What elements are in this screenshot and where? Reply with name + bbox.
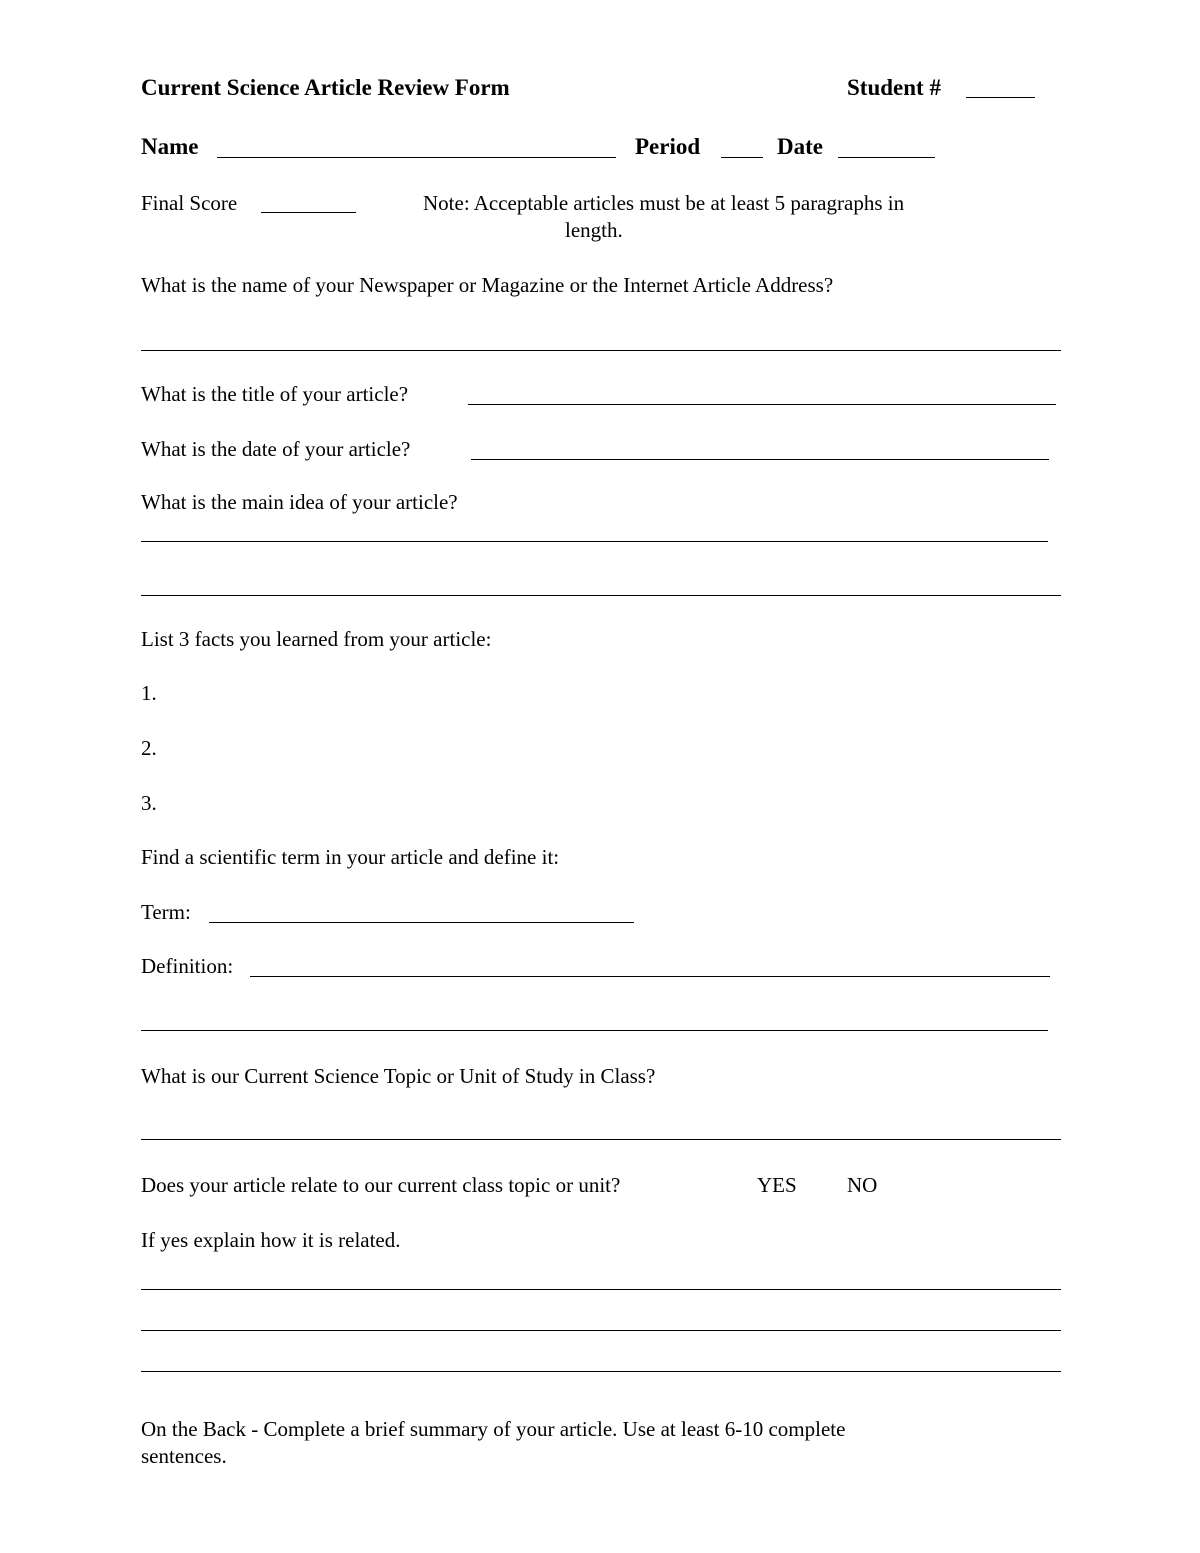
date-answer-line[interactable]: [471, 459, 1049, 460]
period-field[interactable]: [721, 157, 763, 158]
topic-question: What is our Current Science Topic or Unit of Study in Class?: [141, 1064, 656, 1088]
source-question: What is the name of your Newspaper or Magazine or the Internet Article Address?: [141, 273, 834, 297]
back-instruction-line-2: sentences.: [141, 1444, 227, 1468]
explain-line-2[interactable]: [141, 1330, 1061, 1331]
main-idea-line-2[interactable]: [141, 595, 1061, 596]
term-prompt: Find a scientific term in your article and define it:: [141, 845, 560, 869]
note-line-1: Note: Acceptable articles must be at least 5 paragraphs in: [423, 191, 905, 215]
no-option[interactable]: NO: [847, 1173, 878, 1197]
final-score-field[interactable]: [261, 212, 356, 213]
date-field[interactable]: [838, 157, 935, 158]
main-idea-line-1[interactable]: [141, 541, 1048, 542]
fact-number-2: 2.: [141, 736, 157, 760]
date-question: What is the date of your article?: [141, 437, 411, 461]
title-question: What is the title of your article?: [141, 382, 409, 406]
fact-number-1: 1.: [141, 681, 157, 705]
definition-line-2[interactable]: [141, 1030, 1048, 1031]
explain-line-1[interactable]: [141, 1289, 1061, 1290]
fact-number-3: 3.: [141, 791, 157, 815]
date-label: Date: [777, 134, 823, 159]
definition-label: Definition:: [141, 954, 234, 978]
period-label: Period: [635, 134, 701, 159]
term-answer-line[interactable]: [209, 922, 634, 923]
name-field[interactable]: [217, 157, 616, 158]
relate-question: Does your article relate to our current class topic or unit?: [141, 1173, 621, 1197]
student-number-label: Student #: [847, 75, 941, 100]
note-line-2: length.: [565, 218, 623, 242]
facts-question: List 3 facts you learned from your article:: [141, 627, 492, 651]
back-instruction-line-1: On the Back - Complete a brief summary of your article. Use at least 6-10 complete: [141, 1417, 846, 1441]
yes-option[interactable]: YES: [757, 1173, 797, 1197]
topic-answer-line[interactable]: [141, 1139, 1061, 1140]
main-idea-question: What is the main idea of your article?: [141, 490, 458, 514]
title-answer-line[interactable]: [468, 404, 1056, 405]
form-title: Current Science Article Review Form: [141, 75, 510, 100]
name-label: Name: [141, 134, 199, 159]
source-answer-line[interactable]: [141, 350, 1061, 351]
final-score-label: Final Score: [141, 191, 238, 215]
explain-prompt: If yes explain how it is related.: [141, 1228, 401, 1252]
student-number-field[interactable]: [966, 97, 1035, 98]
term-label: Term:: [141, 900, 191, 924]
explain-line-3[interactable]: [141, 1371, 1061, 1372]
definition-line-1[interactable]: [250, 976, 1050, 977]
